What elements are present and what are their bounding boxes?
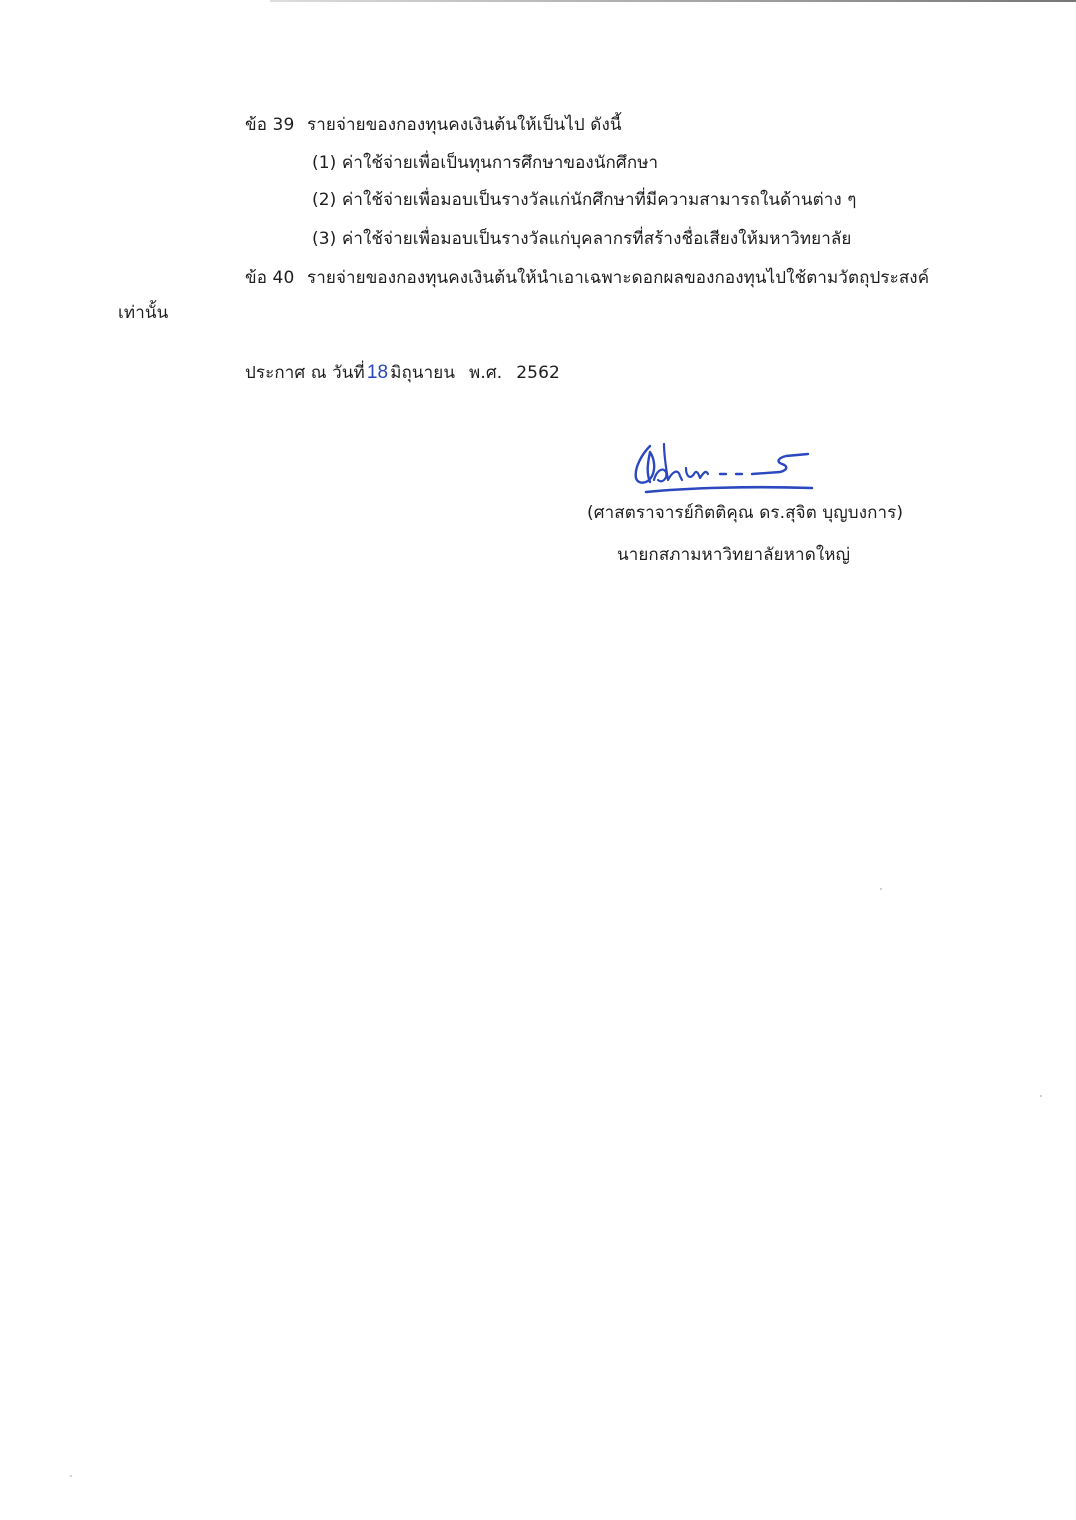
scan-speck — [70, 1475, 72, 1477]
clause-39-item-2: (2) ค่าใช้จ่ายเพื่อมอบเป็นรางวัลแก่นักศึกษาที่มีความสามารถในด้านต่าง ๆ — [312, 190, 857, 210]
scan-speck — [880, 888, 882, 890]
announcement-date — [245, 362, 560, 384]
clause-39-item-1: (1) ค่าใช้จ่ายเพื่อเป็นทุนการศึกษาของนักศึกษา — [312, 153, 659, 173]
date-prefix: ประกาศ ณ วันที่ — [245, 363, 365, 383]
date-era: พ.ศ. — [469, 363, 503, 383]
signatory-position: นายกสภามหาวิทยาลัยหาดใหญ่ — [617, 545, 851, 565]
clause-39-number: ข้อ 39 — [245, 115, 295, 135]
clause-39 — [245, 114, 622, 136]
clause-40-continuation: เท่านั้น — [118, 303, 169, 323]
clause-40 — [245, 267, 929, 289]
clause-40-text: รายจ่ายของกองทุนคงเงินต้นให้นำเอาเฉพาะดอกผลของกองทุนไปใช้ตามวัตถุประสงค์ — [307, 268, 930, 288]
date-year: 2562 — [516, 363, 560, 383]
date-day-handwritten: 18 — [366, 362, 389, 383]
signature-image — [628, 438, 818, 500]
signatory-name: (ศาสตราจารย์กิตติคุณ ดร.สุจิต บุญบงการ) — [587, 503, 904, 523]
scan-edge-line — [270, 0, 1076, 2]
clause-39-item-3: (3) ค่าใช้จ่ายเพื่อมอบเป็นรางวัลแก่บุคลากรที่สร้างชื่อเสียงให้มหาวิทยาลัย — [312, 229, 852, 249]
clause-40-number: ข้อ 40 — [245, 268, 295, 288]
scan-speck — [1040, 1095, 1042, 1097]
clause-39-text: รายจ่ายของกองทุนคงเงินต้นให้เป็นไป ดังนี้ — [307, 115, 622, 135]
date-month: มิถุนายน — [390, 363, 456, 383]
